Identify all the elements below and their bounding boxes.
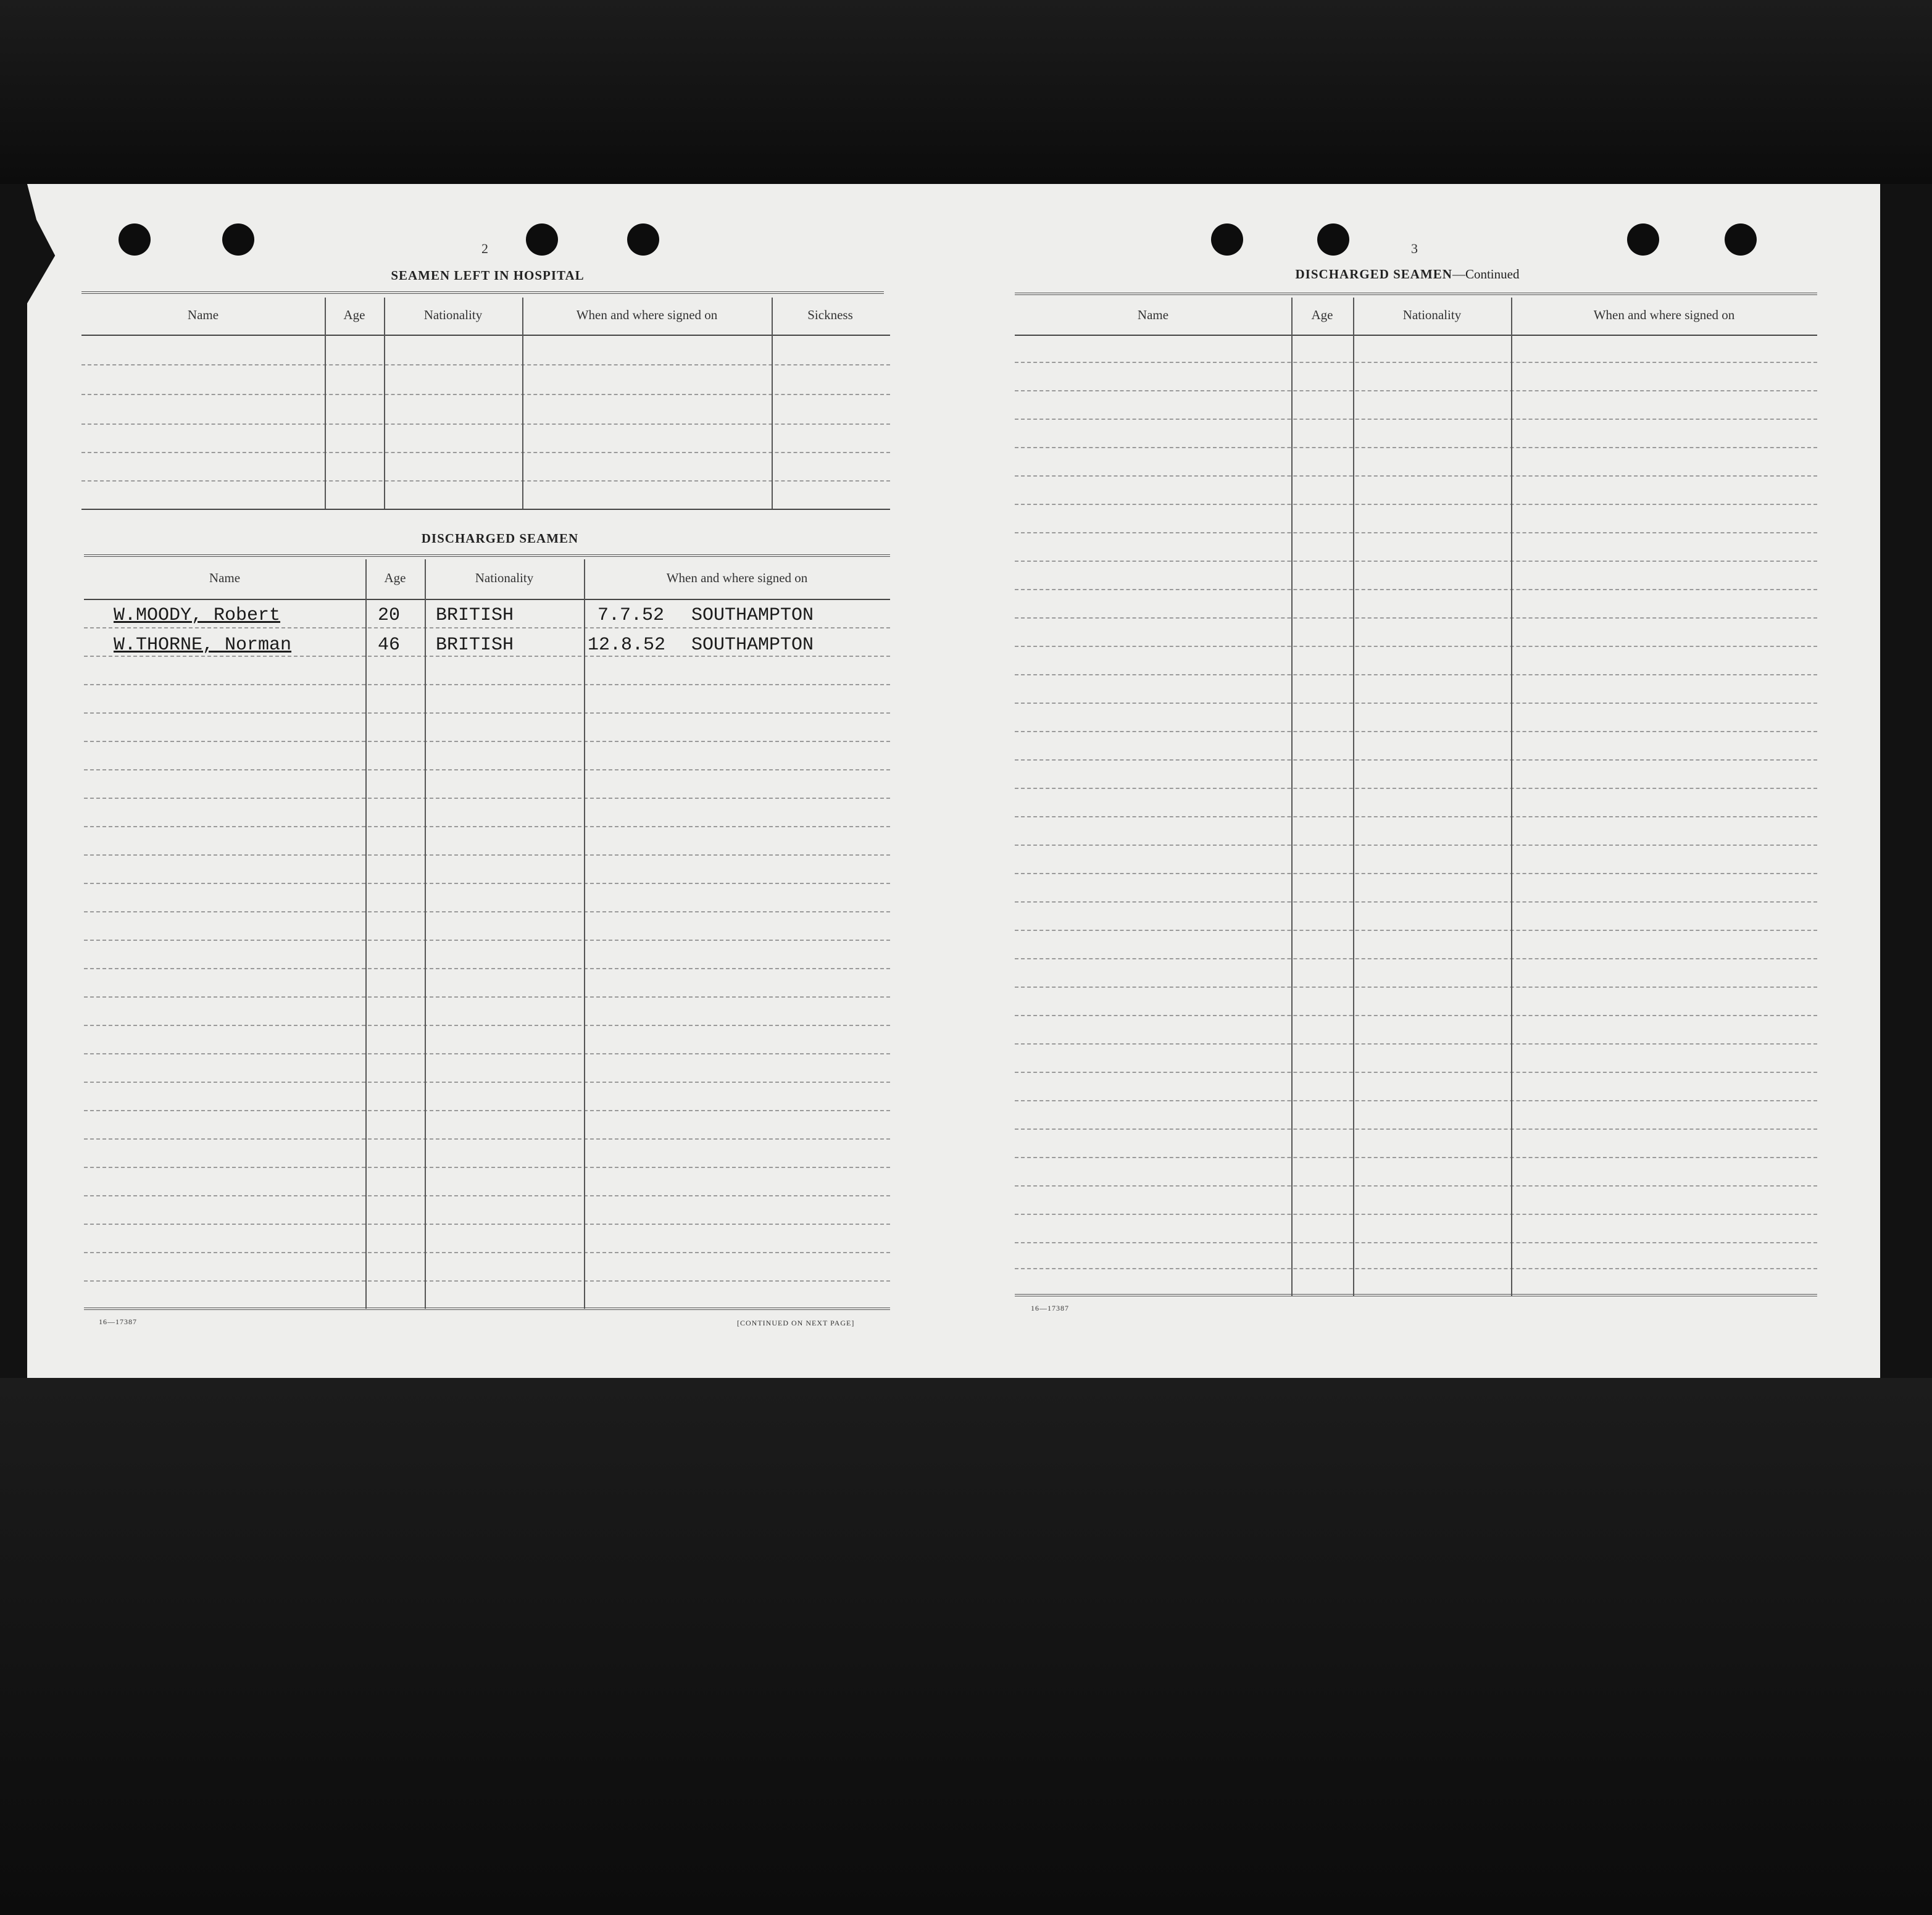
column-divider — [325, 298, 326, 509]
continued-col-signed-on: When and where signed on — [1593, 307, 1735, 322]
continued-col-nationality: Nationality — [1402, 307, 1462, 322]
row-line — [1015, 703, 1817, 704]
header-rule — [1015, 335, 1817, 336]
column-divider — [1511, 298, 1512, 1296]
row-line — [84, 1224, 890, 1225]
continued-col-age: Age — [1311, 307, 1333, 322]
row-line — [1015, 1157, 1817, 1158]
row-line — [1015, 447, 1817, 448]
seaman-name: W.MOODY, Robert — [114, 605, 281, 626]
row-line — [84, 940, 890, 941]
row-line — [1015, 1214, 1817, 1215]
seaman-sign-place: SOUTHAMPTON — [691, 635, 814, 656]
row-line — [84, 1252, 890, 1253]
hospital-col-signed-on: When and where signed on — [576, 307, 718, 322]
discharged-col-signed-on: When and where signed on — [666, 570, 808, 585]
punch-hole — [119, 223, 151, 256]
row-line — [84, 1138, 890, 1140]
row-line — [81, 423, 890, 425]
row-line — [84, 1110, 890, 1111]
row-line — [1015, 646, 1817, 647]
discharged-col-name: Name — [209, 570, 241, 585]
seaman-nationality: BRITISH — [436, 605, 514, 626]
discharged-col-age: Age — [384, 570, 406, 585]
row-line — [84, 996, 890, 998]
row-line — [81, 480, 890, 482]
form-number-left: 16—17387 — [99, 1317, 137, 1326]
left-page — [27, 184, 958, 1378]
seaman-sign-place: SOUTHAMPTON — [691, 605, 814, 626]
continued-section-title — [1210, 267, 1605, 282]
row-line — [84, 911, 890, 912]
row-line — [1015, 958, 1817, 959]
row-line — [1015, 1129, 1817, 1130]
row-line — [84, 826, 890, 827]
row-line — [1015, 390, 1817, 391]
row-line — [1015, 419, 1817, 420]
hospital-section-title: SEAMEN LEFT IN HOSPITAL — [391, 268, 585, 283]
hospital-col-name: Name — [187, 307, 219, 322]
row-line — [1015, 1043, 1817, 1045]
scan-background-bottom — [0, 1378, 1932, 1915]
form-number-right: 16—17387 — [1031, 1304, 1069, 1312]
row-line — [81, 452, 890, 453]
row-line — [84, 1280, 890, 1282]
punch-hole — [1211, 223, 1243, 256]
bottom-rule — [84, 1308, 890, 1310]
bottom-rule — [1015, 1294, 1817, 1296]
hospital-col-sickness: Sickness — [807, 307, 853, 322]
row-line — [1015, 617, 1817, 619]
row-line — [84, 1167, 890, 1168]
row-line — [84, 1053, 890, 1054]
hospital-col-nationality: Nationality — [423, 307, 483, 322]
page-number-left: 2 — [481, 241, 488, 256]
discharged-section-title: DISCHARGED SEAMEN — [421, 531, 579, 546]
row-line — [1015, 1100, 1817, 1101]
row-line — [1015, 674, 1817, 675]
punch-hole — [1317, 223, 1349, 256]
row-line — [84, 854, 890, 856]
row-line — [1015, 1185, 1817, 1187]
row-line — [84, 883, 890, 884]
punch-hole — [627, 223, 659, 256]
top-rule — [81, 291, 884, 294]
bottom-rule — [81, 509, 890, 510]
row-line — [84, 1195, 890, 1196]
row-line — [1015, 845, 1817, 846]
continued-col-name: Name — [1137, 307, 1169, 322]
hospital-col-age: Age — [343, 307, 365, 322]
punch-hole — [222, 223, 254, 256]
row-line — [1015, 873, 1817, 874]
row-line — [1015, 788, 1817, 789]
row-line — [84, 684, 890, 685]
column-divider — [365, 559, 367, 1309]
row-line — [1015, 1242, 1817, 1243]
header-rule — [81, 335, 890, 336]
right-page — [949, 184, 1880, 1378]
column-divider — [1291, 298, 1293, 1296]
row-line — [1015, 589, 1817, 590]
row-line — [1015, 1072, 1817, 1073]
top-rule — [1015, 293, 1817, 295]
row-line — [84, 968, 890, 969]
top-rule — [84, 554, 890, 557]
row-line — [84, 627, 890, 628]
column-divider — [425, 559, 426, 1309]
row-line — [1015, 1268, 1817, 1269]
row-line — [1015, 504, 1817, 505]
row-line — [1015, 731, 1817, 732]
row-line — [84, 712, 890, 714]
header-rule — [84, 599, 890, 600]
column-divider — [522, 298, 523, 509]
column-divider — [772, 298, 773, 509]
punch-hole — [1725, 223, 1757, 256]
seaman-sign-date: 12.8.52 — [588, 635, 666, 656]
seaman-age: 46 — [378, 635, 401, 656]
column-divider — [584, 559, 585, 1309]
punch-hole — [1627, 223, 1659, 256]
seaman-name: W.THORNE, Norman — [114, 635, 292, 656]
row-line — [1015, 1015, 1817, 1016]
row-line — [84, 1025, 890, 1026]
continued-title-suffix: —Continued — [1452, 267, 1520, 282]
row-line — [1015, 475, 1817, 477]
scan-background-top — [0, 0, 1932, 184]
punch-hole — [526, 223, 558, 256]
row-line — [1015, 532, 1817, 533]
row-line — [84, 656, 890, 657]
column-divider — [1353, 298, 1354, 1296]
discharged-col-nationality: Nationality — [475, 570, 534, 585]
seaman-age: 20 — [378, 605, 401, 626]
row-line — [1015, 930, 1817, 931]
row-line — [1015, 759, 1817, 761]
page-number-right: 3 — [1411, 241, 1418, 256]
row-line — [1015, 901, 1817, 903]
row-line — [1015, 561, 1817, 562]
row-line — [1015, 362, 1817, 363]
column-divider — [384, 298, 385, 509]
continued-note: [CONTINUED ON NEXT PAGE] — [737, 1319, 855, 1327]
row-line — [81, 394, 890, 395]
row-line — [81, 364, 890, 365]
row-line — [84, 741, 890, 742]
row-line — [1015, 987, 1817, 988]
row-line — [84, 798, 890, 799]
row-line — [84, 769, 890, 770]
seaman-sign-date: 7.7.52 — [598, 605, 665, 626]
row-line — [1015, 816, 1817, 817]
seaman-nationality: BRITISH — [436, 635, 514, 656]
continued-title-main: DISCHARGED SEAMEN — [1295, 267, 1452, 282]
row-line — [84, 1082, 890, 1083]
